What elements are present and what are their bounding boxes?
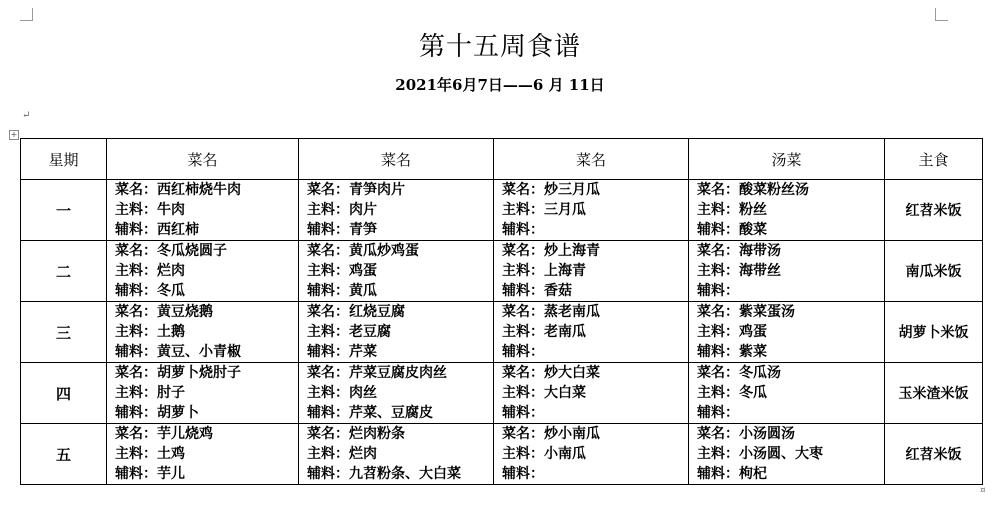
page-corner-mark-right [935, 8, 948, 21]
dish-cell[interactable] [107, 180, 299, 241]
dish-name: 菜名：青笋肉片 [307, 182, 405, 198]
dish-name: 菜名：芹菜豆腐皮肉丝 [307, 365, 447, 381]
dish-cell[interactable] [107, 302, 299, 363]
weekday-cell[interactable]: 四 [21, 363, 107, 424]
weekday-cell[interactable]: 一 [21, 180, 107, 241]
side-ingredient: 辅料：青笋 [307, 222, 377, 238]
main-ingredient: 主料：小汤圆、大枣 [697, 446, 823, 462]
dish-cell[interactable] [494, 180, 689, 241]
header-dish-1[interactable]: 菜名 [107, 139, 299, 180]
table-row [21, 424, 983, 485]
dish-name: 菜名：芋儿烧鸡 [115, 426, 213, 442]
header-soup[interactable]: 汤菜 [689, 139, 885, 180]
table-header-row [21, 139, 983, 180]
side-ingredient: 辅料： [502, 344, 544, 360]
side-ingredient: 辅料： [697, 283, 739, 299]
dish-name: 菜名：西红柿烧牛肉 [115, 182, 241, 198]
soup-cell[interactable] [689, 363, 885, 424]
table-move-handle-icon[interactable]: + [10, 130, 18, 139]
dish-name: 菜名：海带汤 [697, 243, 781, 259]
side-ingredient: 辅料：芹菜、豆腐皮 [307, 405, 433, 421]
dish-name: 菜名：冬瓜汤 [697, 365, 781, 381]
side-ingredient: 辅料： [502, 466, 544, 482]
paragraph-mark-icon: ↵ [22, 110, 31, 121]
page-corner-mark-left [20, 8, 33, 21]
main-ingredient: 主料：肉丝 [307, 385, 377, 401]
side-ingredient: 辅料：九苕粉条、大白菜 [307, 466, 461, 482]
table-row [21, 180, 983, 241]
dish-cell[interactable] [299, 180, 494, 241]
main-ingredient: 主料：烂肉 [115, 263, 185, 279]
dish-name: 菜名：炒三月瓜 [502, 182, 600, 198]
weekday-cell[interactable]: 五 [21, 424, 107, 485]
main-ingredient: 主料：烂肉 [307, 446, 377, 462]
dish-name: 菜名：酸菜粉丝汤 [697, 182, 809, 198]
side-ingredient: 辅料：胡萝卜 [115, 405, 199, 421]
main-ingredient: 主料：大白菜 [502, 385, 586, 401]
main-ingredient: 主料：土鹅 [115, 324, 185, 340]
dish-cell[interactable] [107, 241, 299, 302]
weekday-cell[interactable]: 二 [21, 241, 107, 302]
main-ingredient: 主料：海带丝 [697, 263, 781, 279]
side-ingredient: 辅料： [697, 405, 739, 421]
dish-name: 菜名：黄豆烧鹅 [115, 304, 213, 320]
side-ingredient: 辅料： [502, 222, 544, 238]
main-ingredient: 主料：老豆腐 [307, 324, 391, 340]
date-range[interactable]: 2021年6月7日——6 月 11日 [395, 76, 605, 94]
table-row [21, 302, 983, 363]
dish-name: 菜名：胡萝卜烧肘子 [115, 365, 241, 381]
table-row [21, 241, 983, 302]
main-ingredient: 主料：老南瓜 [502, 324, 586, 340]
soup-cell[interactable] [689, 424, 885, 485]
weekday-cell[interactable]: 三 [21, 302, 107, 363]
dish-cell[interactable] [299, 363, 494, 424]
staple-cell[interactable]: 南瓜米饭 [885, 241, 983, 302]
dish-name: 菜名：炒上海青 [502, 243, 600, 259]
side-ingredient: 辅料：芹菜 [307, 344, 377, 360]
dish-name: 菜名：黄瓜炒鸡蛋 [307, 243, 419, 259]
dish-name: 菜名：小汤圆汤 [697, 426, 795, 442]
main-ingredient: 主料：肉片 [307, 202, 377, 218]
main-ingredient: 主料：粉丝 [697, 202, 767, 218]
document-title[interactable]: 第十五周食谱 [418, 32, 581, 62]
main-ingredient: 主料：上海青 [502, 263, 586, 279]
staple-cell[interactable]: 红苕米饭 [885, 424, 983, 485]
table-row [21, 363, 983, 424]
dish-cell[interactable] [107, 424, 299, 485]
dish-name: 菜名：炒大白菜 [502, 365, 600, 381]
dish-name: 菜名：紫菜蛋汤 [697, 304, 795, 320]
dish-cell[interactable] [494, 302, 689, 363]
dish-name: 菜名：红烧豆腐 [307, 304, 405, 320]
dish-cell[interactable] [107, 363, 299, 424]
dish-cell[interactable] [299, 424, 494, 485]
header-staple[interactable]: 主食 [885, 139, 983, 180]
side-ingredient: 辅料：芋儿 [115, 466, 185, 482]
staple-cell[interactable]: 胡萝卜米饭 [885, 302, 983, 363]
main-ingredient: 主料：牛肉 [115, 202, 185, 218]
staple-cell[interactable]: 玉米渣米饭 [885, 363, 983, 424]
side-ingredient: 辅料：枸杞 [697, 466, 767, 482]
dish-cell[interactable] [494, 363, 689, 424]
main-ingredient: 主料：土鸡 [115, 446, 185, 462]
soup-cell[interactable] [689, 180, 885, 241]
table-end-mark-icon: ¤ [980, 486, 986, 496]
header-dish-3[interactable]: 菜名 [494, 139, 689, 180]
main-ingredient: 主料：小南瓜 [502, 446, 586, 462]
weekly-menu-table [20, 138, 983, 485]
dish-name: 菜名：冬瓜烧圆子 [115, 243, 227, 259]
side-ingredient: 辅料：冬瓜 [115, 283, 185, 299]
side-ingredient: 辅料： [502, 405, 544, 421]
side-ingredient: 辅料：酸菜 [697, 222, 767, 238]
side-ingredient: 辅料：香菇 [502, 283, 572, 299]
staple-cell[interactable]: 红苕米饭 [885, 180, 983, 241]
dish-name: 菜名：炒小南瓜 [502, 426, 600, 442]
side-ingredient: 辅料：黄瓜 [307, 283, 377, 299]
side-ingredient: 辅料：黄豆、小青椒 [115, 344, 241, 360]
dish-name: 菜名：烂肉粉条 [307, 426, 405, 442]
header-weekday[interactable]: 星期 [21, 139, 107, 180]
main-ingredient: 主料：鸡蛋 [697, 324, 767, 340]
main-ingredient: 主料：三月瓜 [502, 202, 586, 218]
dish-name: 菜名：蒸老南瓜 [502, 304, 600, 320]
dish-cell[interactable] [299, 241, 494, 302]
side-ingredient: 辅料：西红柿 [115, 222, 199, 238]
header-dish-2[interactable]: 菜名 [299, 139, 494, 180]
soup-cell[interactable] [689, 302, 885, 363]
side-ingredient: 辅料：紫菜 [697, 344, 767, 360]
dish-cell[interactable] [299, 302, 494, 363]
main-ingredient: 主料：鸡蛋 [307, 263, 377, 279]
main-ingredient: 主料：肘子 [115, 385, 185, 401]
main-ingredient: 主料：冬瓜 [697, 385, 767, 401]
dish-cell[interactable] [494, 424, 689, 485]
soup-cell[interactable] [689, 241, 885, 302]
dish-cell[interactable] [494, 241, 689, 302]
